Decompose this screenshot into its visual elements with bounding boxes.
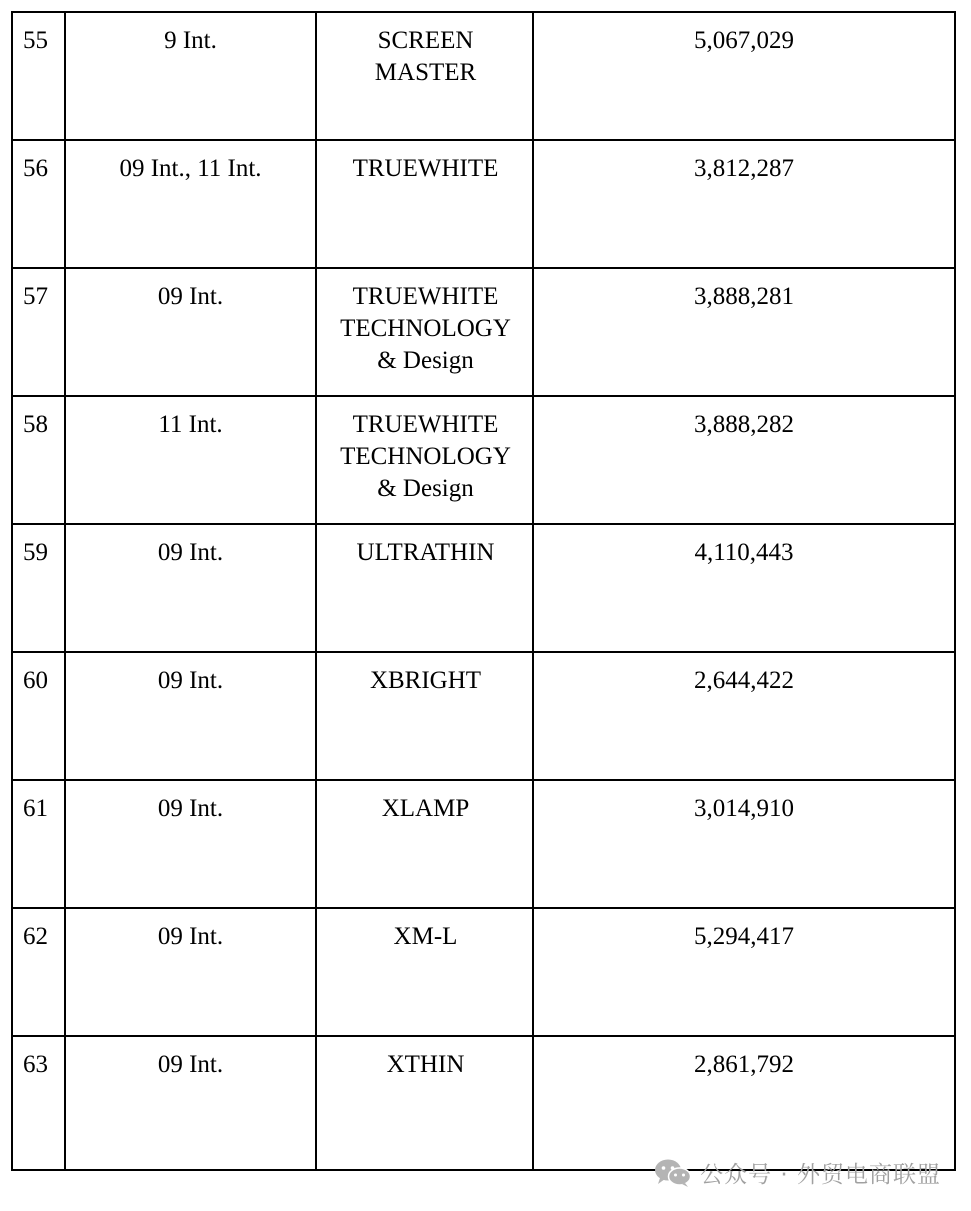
- registration-number: 3,888,282: [694, 411, 794, 438]
- registration-cell: [533, 908, 955, 1036]
- registration-number: 3,888,281: [694, 283, 794, 310]
- row-number: 61: [23, 795, 48, 822]
- mark-cell: [316, 908, 533, 1036]
- table-body: [12, 12, 955, 1170]
- mark-value: XBRIGHT: [369, 667, 482, 694]
- wechat-icon: [654, 1158, 692, 1188]
- mark-value: SCREEN MASTER: [374, 27, 477, 86]
- class-value: 9 Int.: [164, 27, 217, 54]
- table-row: [12, 908, 955, 1036]
- mark-cell: [316, 780, 533, 908]
- registration-cell: [533, 12, 955, 140]
- class-value: 11 Int.: [158, 411, 223, 438]
- table-row: [12, 780, 955, 908]
- mark-cell: [316, 524, 533, 652]
- registration-cell: [533, 524, 955, 652]
- row-number: 55: [23, 27, 48, 54]
- registration-number: 5,067,029: [694, 27, 794, 54]
- class-value: 09 Int.: [157, 795, 224, 822]
- registration-cell: [533, 268, 955, 396]
- mark-cell: [316, 396, 533, 524]
- row-number-cell: [12, 908, 65, 1036]
- class-cell: [65, 524, 316, 652]
- table-row: [12, 140, 955, 268]
- class-cell: [65, 780, 316, 908]
- row-number: 58: [23, 411, 48, 438]
- registration-cell: [533, 652, 955, 780]
- class-value: 09 Int.: [157, 923, 224, 950]
- mark-value: XTHIN: [386, 1051, 465, 1078]
- class-value: 09 Int.: [157, 667, 224, 694]
- row-number-cell: [12, 524, 65, 652]
- class-cell: [65, 396, 316, 524]
- registration-number: 3,014,910: [694, 795, 794, 822]
- registration-number: 2,644,422: [694, 667, 794, 694]
- table-row: [12, 396, 955, 524]
- watermark-text: 公众号 · 外贸电商联盟: [700, 1162, 941, 1188]
- row-number: 56: [23, 155, 48, 182]
- table-row: [12, 524, 955, 652]
- class-cell: [65, 1036, 316, 1170]
- class-cell: [65, 908, 316, 1036]
- row-number-cell: [12, 268, 65, 396]
- row-number-cell: [12, 12, 65, 140]
- table-row: [12, 652, 955, 780]
- class-value: 09 Int.: [157, 539, 224, 566]
- class-value: 09 Int., 11 Int.: [119, 155, 262, 182]
- mark-value: TRUEWHITE: [352, 155, 499, 182]
- row-number-cell: [12, 780, 65, 908]
- mark-cell: [316, 1036, 533, 1170]
- row-number: 57: [23, 283, 48, 310]
- mark-cell: [316, 652, 533, 780]
- registration-number: 4,110,443: [694, 539, 794, 566]
- mark-cell: [316, 268, 533, 396]
- row-number: 62: [23, 923, 48, 950]
- registration-cell: [533, 140, 955, 268]
- row-number-cell: [12, 140, 65, 268]
- registration-number: 2,861,792: [694, 1051, 794, 1078]
- watermark: [654, 1156, 941, 1189]
- mark-cell: [316, 140, 533, 268]
- row-number: 59: [23, 539, 48, 566]
- registration-cell: [533, 1036, 955, 1170]
- registration-cell: [533, 396, 955, 524]
- class-cell: [65, 140, 316, 268]
- class-cell: [65, 12, 316, 140]
- row-number-cell: [12, 1036, 65, 1170]
- table-row: [12, 1036, 955, 1170]
- registration-cell: [533, 780, 955, 908]
- row-number-cell: [12, 652, 65, 780]
- mark-value: XM-L: [393, 923, 458, 950]
- row-number-cell: [12, 396, 65, 524]
- class-value: 09 Int.: [157, 1051, 224, 1078]
- mark-cell: [316, 12, 533, 140]
- registration-number: 5,294,417: [694, 923, 794, 950]
- class-cell: [65, 652, 316, 780]
- row-number: 63: [23, 1051, 48, 1078]
- mark-value: XLAMP: [381, 795, 470, 822]
- mark-value: TRUEWHITE TECHNOLOGY & Design: [340, 283, 511, 374]
- mark-value: ULTRATHIN: [356, 539, 495, 566]
- row-number: 60: [23, 667, 48, 694]
- trademark-table: [11, 11, 956, 1171]
- class-cell: [65, 268, 316, 396]
- mark-value: TRUEWHITE TECHNOLOGY & Design: [340, 411, 511, 502]
- class-value: 09 Int.: [157, 283, 224, 310]
- table-row: [12, 12, 955, 140]
- registration-number: 3,812,287: [694, 155, 794, 182]
- table-row: [12, 268, 955, 396]
